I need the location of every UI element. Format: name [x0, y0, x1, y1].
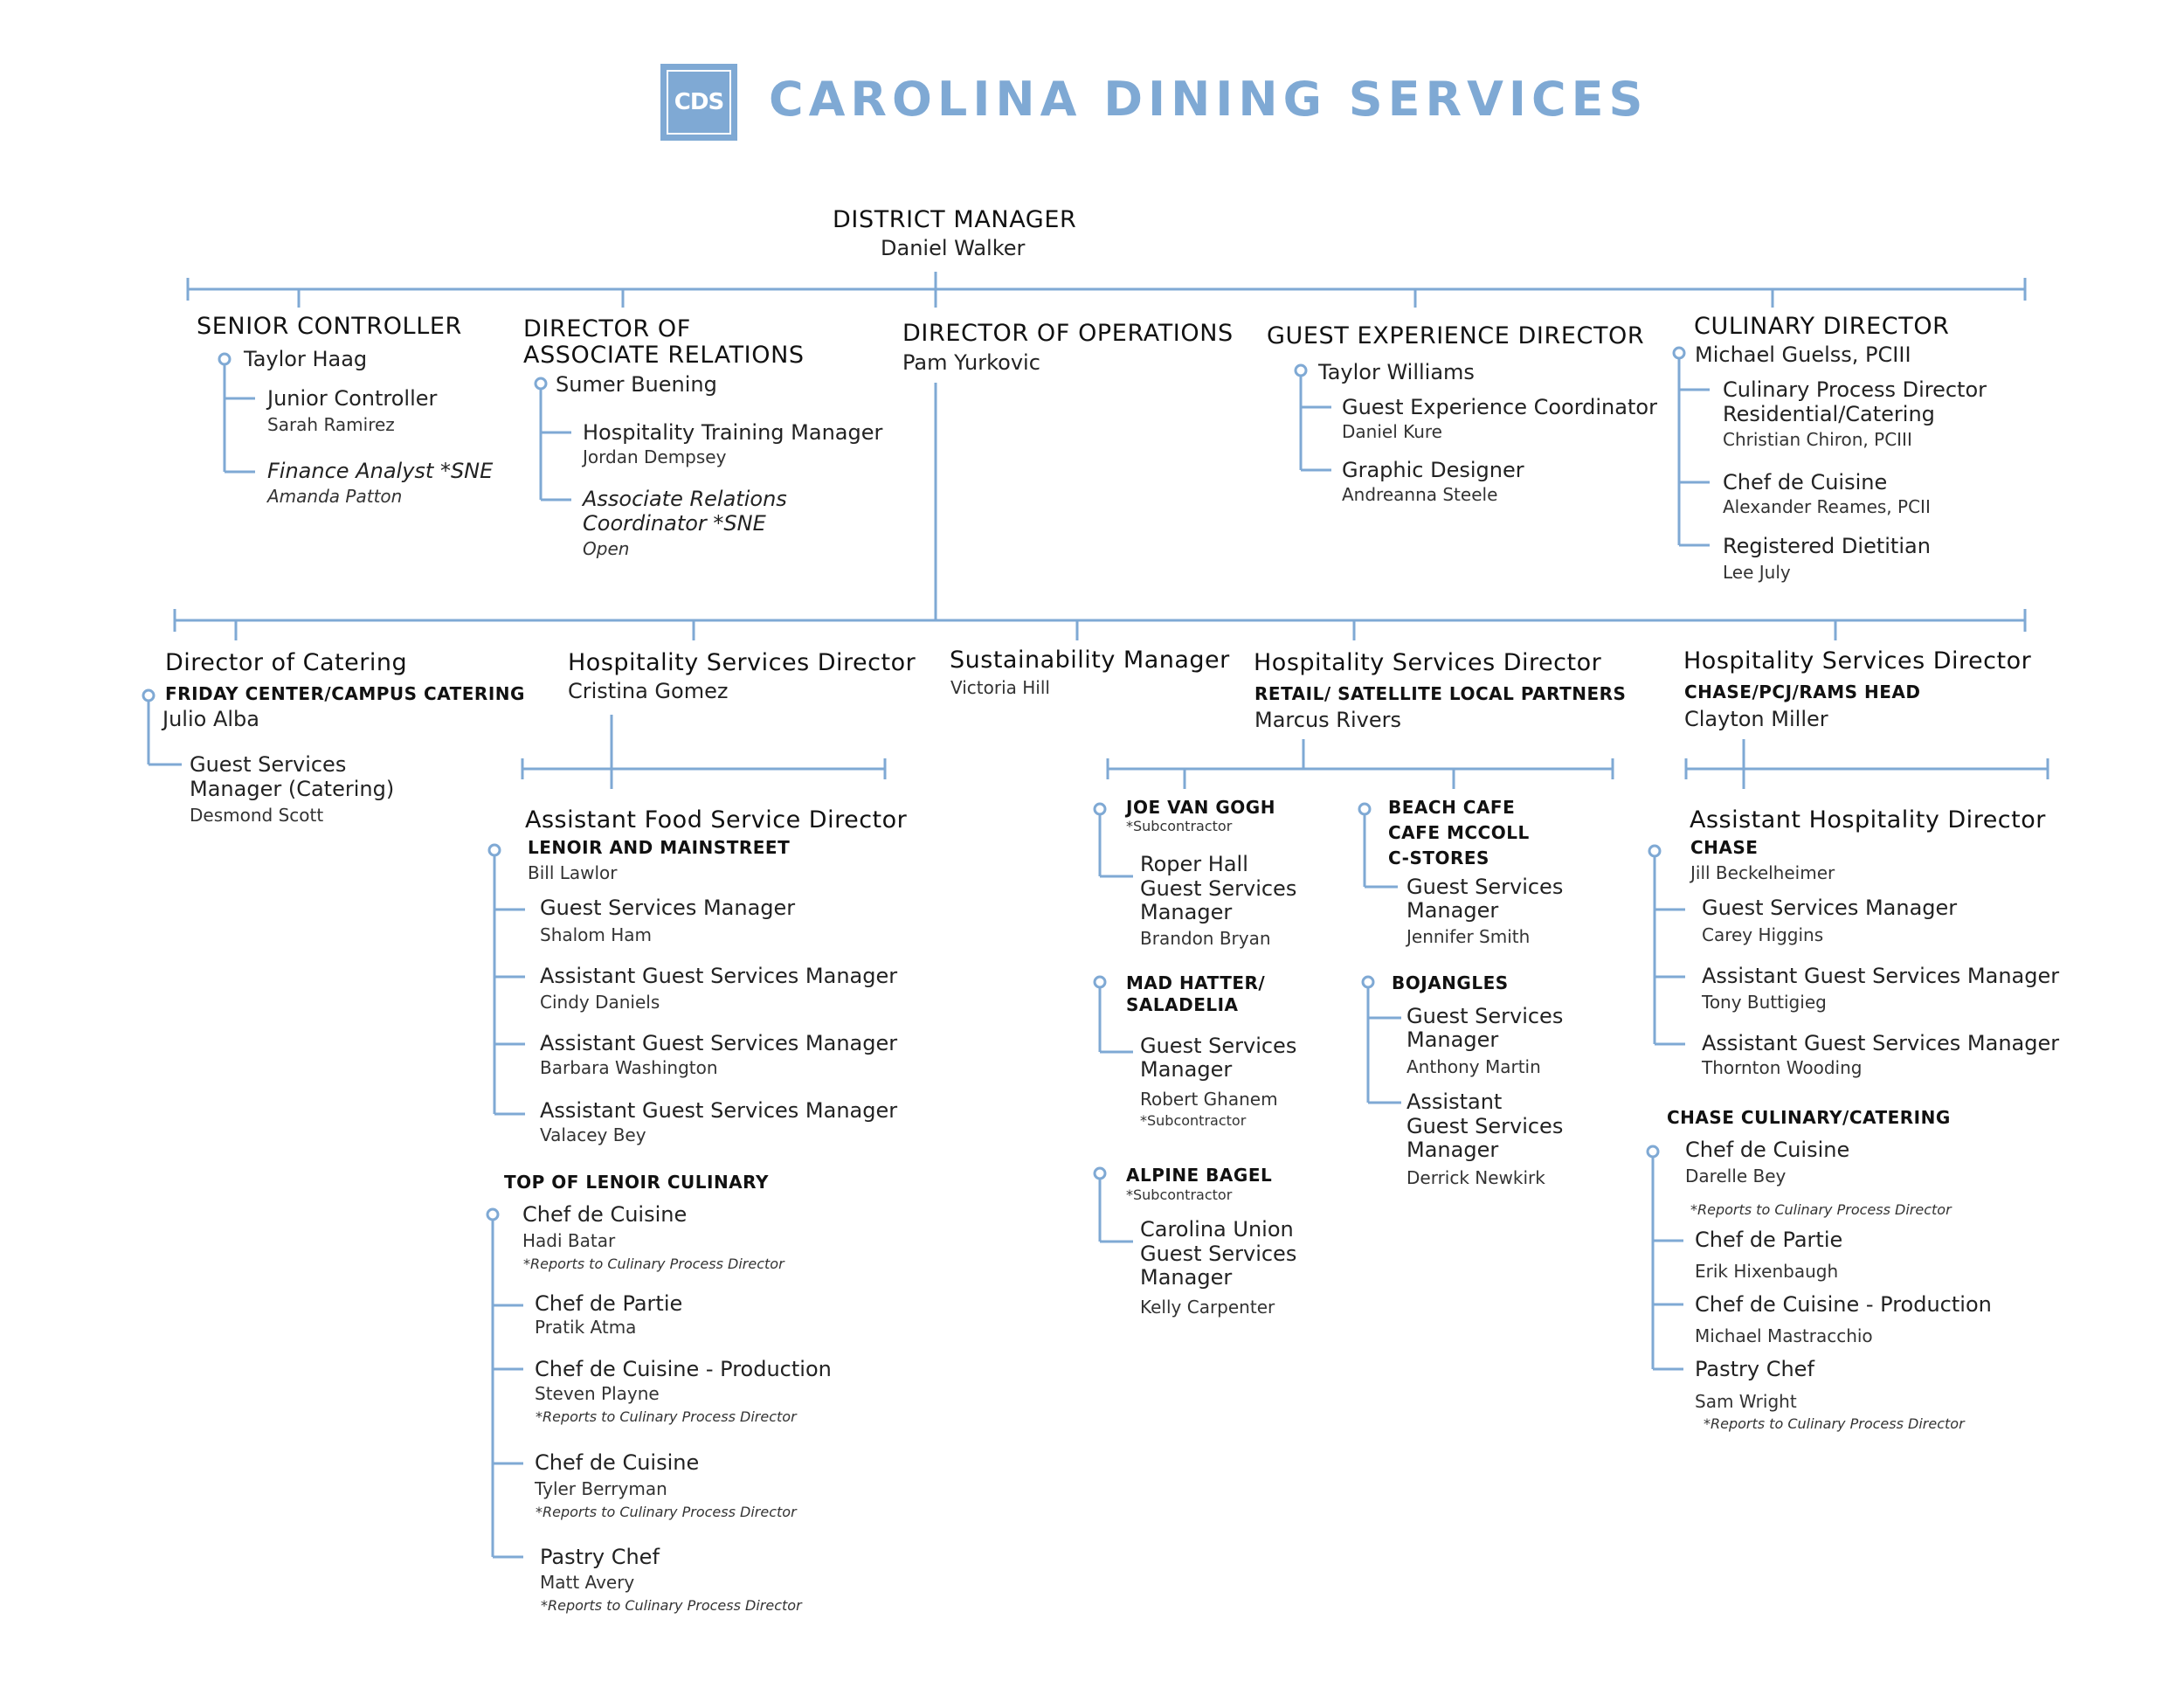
senior-controller-name: Taylor Haag [244, 347, 368, 371]
bojangles-gsm-name: Anthony Martin [1406, 1056, 1541, 1077]
ar-coordinator-role-line2: Coordinator *SNE [583, 511, 766, 536]
district-manager-name: Daniel Walker [881, 236, 1026, 260]
guest-experience-title: GUEST EXPERIENCE DIRECTOR [1267, 322, 1645, 349]
lenoir-cdc2-note: *Reports to Culinary Process Director [536, 1504, 797, 1520]
lenoir-cdc-prod-name: Steven Playne [535, 1383, 660, 1404]
lenoir-cdc2-role: Chef de Cuisine [535, 1450, 700, 1475]
lenoir-culinary-title: TOP OF LENOIR CULINARY [504, 1172, 769, 1193]
joe-role-line2: Guest Services [1140, 876, 1297, 901]
cds-logo [660, 64, 737, 141]
catering-gsm-role-line1: Guest Services [190, 752, 347, 777]
beach-cafe-title-line3: C-STORES [1388, 847, 1489, 868]
joe-van-gogh-title: JOE VAN GOGH [1126, 797, 1275, 818]
connector-node [1095, 804, 1105, 814]
chase-cdc-name: Darelle Bey [1685, 1166, 1787, 1186]
joe-role-line3: Manager [1140, 900, 1233, 924]
guest-experience-name: Taylor Williams [1318, 360, 1475, 384]
chase-cdp-name: Erik Hixenbaugh [1695, 1261, 1839, 1282]
associate-relations-title-line2: ASSOCIATE RELATIONS [523, 342, 805, 369]
hsd-chase-name: Clayton Miller [1684, 707, 1828, 731]
bojangles-agsm-name: Derrick Newkirk [1406, 1167, 1545, 1188]
ge-coordinator-role: Guest Experience Coordinator [1342, 395, 1657, 419]
alpine-role-line3: Manager [1140, 1265, 1233, 1290]
training-manager-role: Hospitality Training Manager [583, 420, 883, 445]
catering-title: Director of Catering [165, 649, 408, 676]
dietitian-name: Lee July [1723, 562, 1791, 583]
mad-hatter-title-line1: MAD HATTER/ [1126, 972, 1266, 993]
hsd-chase-title: Hospitality Services Director [1683, 647, 2032, 675]
training-manager-name: Jordan Dempsey [583, 446, 727, 467]
bojangles-agsm-line1: Assistant [1406, 1090, 1503, 1114]
mad-role-line1: Guest Services [1140, 1034, 1297, 1058]
connector-node [1363, 977, 1373, 987]
lenoir-cdp-name: Pratik Atma [535, 1317, 637, 1338]
mad-hatter-title-line2: SALADELIA [1126, 994, 1239, 1015]
mad-tag: *Subcontractor [1140, 1112, 1247, 1129]
lenoir-agsm3-role: Assistant Guest Services Manager [540, 1098, 898, 1123]
catering-gsm-role-line2: Manager (Catering) [190, 777, 395, 801]
connector-node [489, 845, 500, 855]
junior-controller-name: Sarah Ramirez [267, 414, 395, 435]
alpine-role-line2: Guest Services [1140, 1242, 1297, 1266]
connector-node [1674, 348, 1684, 358]
afsd-subtitle: LENOIR AND MAINSTREET [528, 837, 791, 858]
bojangles-agsm-line3: Manager [1406, 1138, 1499, 1162]
culinary-process-name: Christian Chiron, PCIII [1723, 429, 1912, 450]
chase-gsm-role: Guest Services Manager [1702, 896, 1958, 920]
connector-node [1095, 1168, 1105, 1179]
lenoir-agsm3-name: Valacey Bey [540, 1124, 646, 1145]
chase-agsm2-role: Assistant Guest Services Manager [1702, 1031, 2060, 1055]
associate-relations-title-line1: DIRECTOR OF [523, 315, 691, 342]
hsd-retail-name: Marcus Rivers [1254, 708, 1401, 732]
ahd-name: Jill Beckelheimer [1690, 862, 1835, 883]
chase-agsm1-name: Tony Buttigieg [1702, 992, 1827, 1013]
hsd-lenoir-title: Hospitality Services Director [568, 649, 916, 676]
connector-node [1648, 1146, 1658, 1157]
culinary-director-title: CULINARY DIRECTOR [1694, 313, 1950, 340]
hsd-retail-subtitle: RETAIL/ SATELLITE LOCAL PARTNERS [1254, 683, 1627, 704]
chase-cdc-note: *Reports to Culinary Process Director [1690, 1201, 1952, 1218]
hsd-retail-title: Hospitality Services Director [1254, 649, 1602, 676]
lenoir-gsm-name: Shalom Ham [540, 924, 653, 945]
joe-name: Brandon Bryan [1140, 928, 1271, 949]
chase-agsm1-role: Assistant Guest Services Manager [1702, 964, 2060, 988]
chase-pastry-role: Pastry Chef [1695, 1357, 1814, 1381]
catering-name: Julio Alba [162, 707, 259, 731]
bojangles-gsm-line2: Manager [1406, 1027, 1499, 1052]
connector-node [487, 1209, 498, 1220]
culinary-process-role-line2: Residential/Catering [1723, 402, 1935, 426]
connector-node [1296, 365, 1306, 376]
catering-subtitle: FRIDAY CENTER/CAMPUS CATERING [165, 683, 525, 704]
senior-controller-title: SENIOR CONTROLLER [197, 313, 462, 340]
chase-gsm-name: Carey Higgins [1702, 924, 1824, 945]
chase-cdp-role: Chef de Partie [1695, 1228, 1843, 1252]
operations-title: DIRECTOR OF OPERATIONS [902, 320, 1234, 347]
chase-cdc-prod-role: Chef de Cuisine - Production [1695, 1292, 1992, 1317]
lenoir-cdc-prod-note: *Reports to Culinary Process Director [536, 1408, 797, 1425]
culinary-director-name: Michael Guelss, PCIII [1695, 342, 1911, 367]
joe-role-line1: Roper Hall [1140, 852, 1248, 876]
connector-node [219, 354, 230, 364]
joe-van-gogh-tag: *Subcontractor [1126, 818, 1233, 834]
culinary-process-role-line1: Culinary Process Director [1723, 377, 1987, 402]
chef-de-cuisine-role: Chef de Cuisine [1723, 470, 1888, 495]
alpine-bagel-title: ALPINE BAGEL [1126, 1165, 1273, 1186]
alpine-name: Kelly Carpenter [1140, 1297, 1275, 1318]
connector-node [1095, 977, 1105, 987]
beach-cafe-title-line1: BEACH CAFE [1388, 797, 1516, 818]
ge-coordinator-name: Daniel Kure [1342, 421, 1442, 442]
lenoir-agsm2-role: Assistant Guest Services Manager [540, 1031, 898, 1055]
finance-analyst-name: Amanda Patton [267, 486, 403, 507]
page-title: CAROLINA DINING SERVICES [769, 72, 1648, 127]
lenoir-cdc-role: Chef de Cuisine [522, 1202, 688, 1227]
lenoir-pastry-name: Matt Avery [540, 1572, 635, 1593]
beach-role-line1: Guest Services [1406, 875, 1564, 899]
lenoir-pastry-note: *Reports to Culinary Process Director [541, 1597, 802, 1614]
lenoir-cdp-role: Chef de Partie [535, 1291, 683, 1316]
connector-node [1359, 804, 1370, 814]
junior-controller-role: Junior Controller [267, 386, 438, 411]
sustainability-name: Victoria Hill [950, 677, 1050, 698]
catering-gsm-name: Desmond Scott [190, 805, 324, 826]
beach-cafe-title-line2: CAFE MCCOLL [1388, 822, 1530, 843]
chase-pastry-name: Sam Wright [1695, 1391, 1797, 1412]
ahd-subtitle: CHASE [1690, 837, 1759, 858]
alpine-role-line1: Carolina Union [1140, 1217, 1294, 1242]
hsd-chase-subtitle: CHASE/PCJ/RAMS HEAD [1684, 681, 1921, 702]
connector-node [1649, 846, 1660, 856]
district-manager-title: DISTRICT MANAGER [833, 206, 1077, 233]
afsd-name: Bill Lawlor [528, 862, 618, 883]
chase-cdc-role: Chef de Cuisine [1685, 1138, 1850, 1162]
lenoir-cdc-name: Hadi Batar [522, 1230, 616, 1251]
alpine-bagel-tag: *Subcontractor [1126, 1186, 1233, 1203]
associate-relations-name: Sumer Buening [556, 372, 717, 397]
bojangles-agsm-line2: Guest Services [1406, 1114, 1564, 1138]
connector-node [143, 690, 154, 701]
beach-role-line2: Manager [1406, 898, 1499, 923]
lenoir-cdc-note: *Reports to Culinary Process Director [523, 1256, 784, 1272]
finance-analyst-role: Finance Analyst *SNE [267, 459, 494, 483]
bojangles-title: BOJANGLES [1392, 972, 1509, 993]
bojangles-gsm-line1: Guest Services [1406, 1004, 1564, 1028]
lenoir-pastry-role: Pastry Chef [540, 1545, 660, 1569]
chase-cdc-prod-name: Michael Mastracchio [1695, 1325, 1873, 1346]
lenoir-cdc2-name: Tyler Berryman [535, 1478, 667, 1499]
lenoir-agsm1-name: Cindy Daniels [540, 992, 660, 1013]
ar-coordinator-name: Open [583, 538, 630, 559]
hsd-lenoir-name: Cristina Gomez [568, 679, 729, 703]
chase-agsm2-name: Thornton Wooding [1702, 1057, 1863, 1078]
connector-node [536, 378, 546, 389]
lenoir-agsm2-name: Barbara Washington [540, 1057, 718, 1078]
chase-culinary-title: CHASE CULINARY/CATERING [1667, 1107, 1951, 1128]
dietitian-role: Registered Dietitian [1723, 534, 1931, 558]
chase-pastry-note: *Reports to Culinary Process Director [1704, 1415, 1965, 1432]
beach-name: Jennifer Smith [1406, 926, 1531, 947]
logo-text: CDS [674, 89, 724, 115]
graphic-designer-name: Andreanna Steele [1342, 484, 1498, 505]
operations-name: Pam Yurkovic [902, 350, 1040, 375]
lenoir-agsm1-role: Assistant Guest Services Manager [540, 964, 898, 988]
ar-coordinator-role-line1: Associate Relations [583, 487, 787, 511]
graphic-designer-role: Graphic Designer [1342, 458, 1524, 482]
ahd-title: Assistant Hospitality Director [1690, 806, 2046, 834]
chef-de-cuisine-name: Alexander Reames, PCII [1723, 496, 1931, 517]
lenoir-gsm-role: Guest Services Manager [540, 896, 796, 920]
sustainability-title: Sustainability Manager [950, 647, 1230, 674]
lenoir-cdc-prod-role: Chef de Cuisine - Production [535, 1357, 832, 1381]
mad-name: Robert Ghanem [1140, 1089, 1278, 1110]
afsd-title: Assistant Food Service Director [525, 806, 908, 834]
mad-role-line2: Manager [1140, 1057, 1233, 1082]
